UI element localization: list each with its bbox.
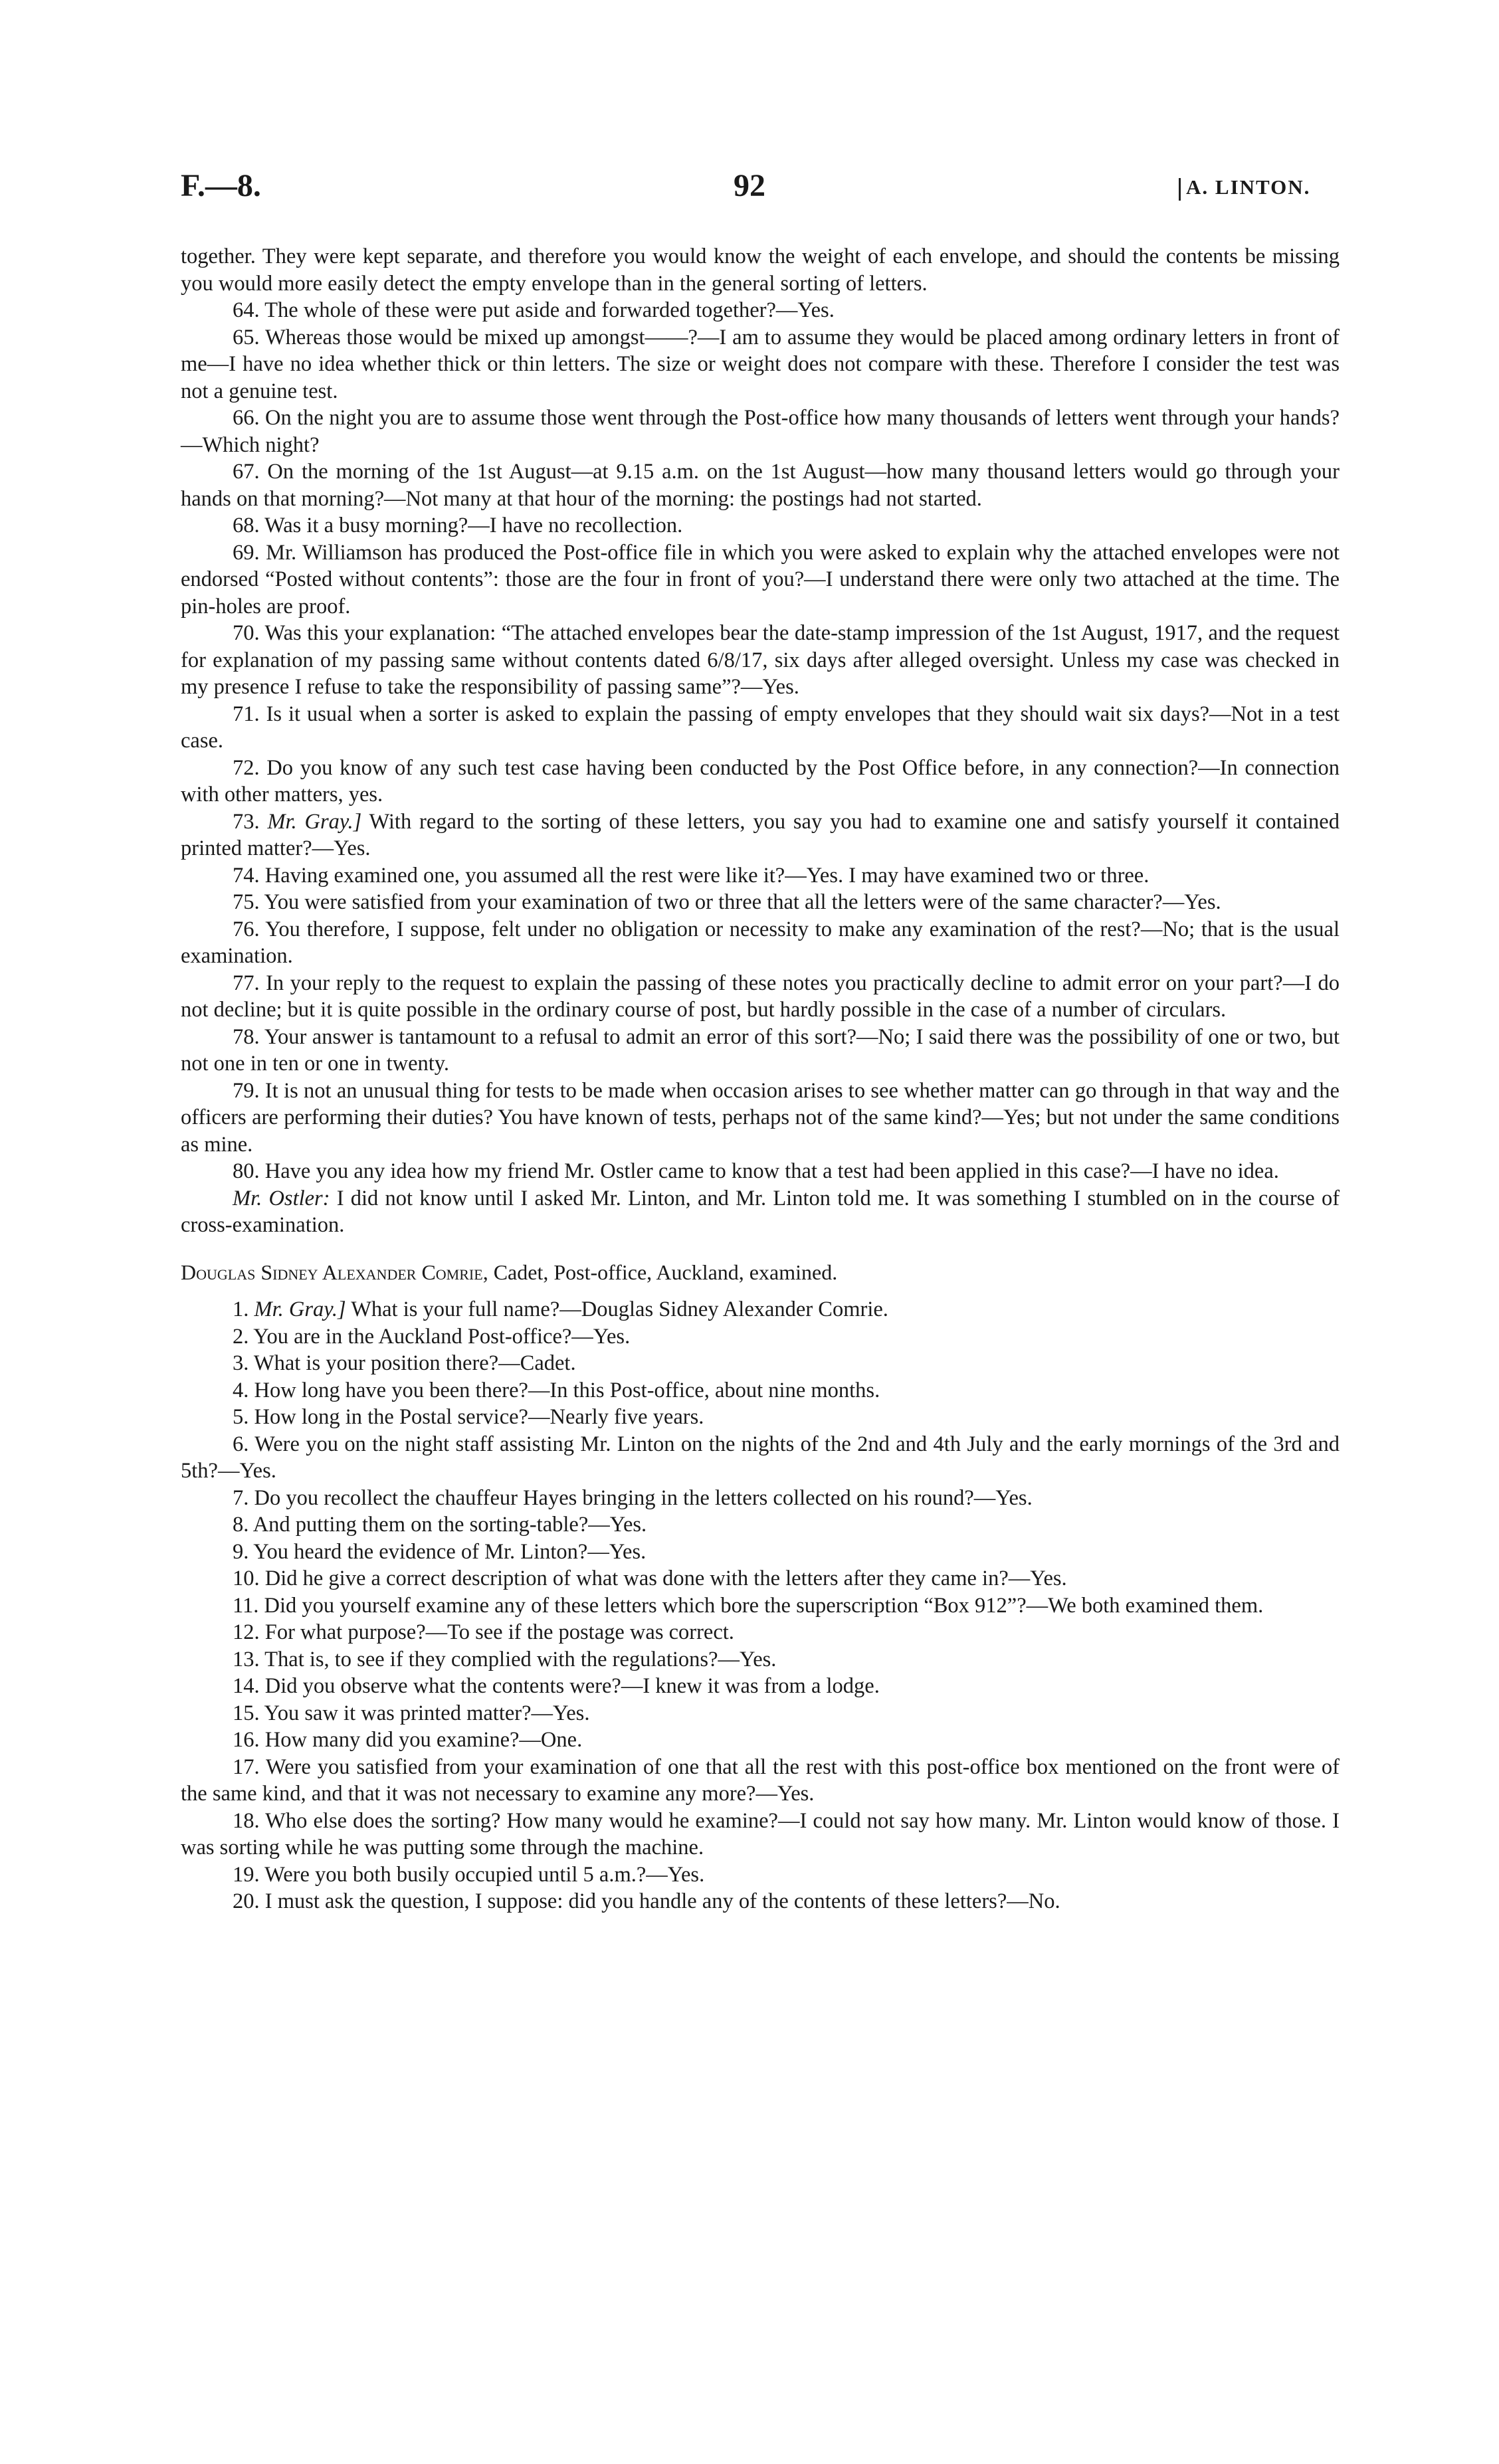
speaker: Mr. Ostler: xyxy=(233,1186,330,1210)
running-head xyxy=(1179,175,1310,201)
witness-name: Douglas Sidney Alexander Comrie xyxy=(181,1260,483,1284)
paragraph: 6. Were you on the night staff assisting Mr. Linton on the nights of the 2nd and 4th July and the early mornings of the 3rd and 5th?—Yes. xyxy=(181,1432,1340,1483)
paragraph: 9. You heard the evidence of Mr. Linton?—Yes. xyxy=(233,1539,647,1564)
paragraph: 64. The whole of these were put aside and forwarded together?—Yes. xyxy=(233,298,835,322)
paragraph: 72. Do you know of any such test case having been conducted by the Post Office before, in any connection?—In connection with other matters, yes. xyxy=(181,755,1340,806)
speaker: Mr. Gray.] xyxy=(254,1297,346,1321)
paragraph: 5. How long in the Postal service?—Nearly five years. xyxy=(233,1405,704,1429)
paragraph xyxy=(181,1185,1340,1239)
paragraph: 16. How many did you examine?—One. xyxy=(233,1728,583,1752)
paragraph: 14. Did you observe what the contents were?—I knew it was from a lodge. xyxy=(233,1674,880,1698)
witness-description: , Cadet, Post-office, Auckland, examined. xyxy=(482,1260,838,1284)
paragraph: 8. And putting them on the sorting-table?—Yes. xyxy=(233,1513,647,1537)
statement-text: I did not know until I asked Mr. Linton, and Mr. Linton told me. It was something I stumbled on in the course of cross-examination. xyxy=(181,1186,1340,1237)
paragraph: 7. Do you recollect the chauffeur Hayes bringing in the letters collected on his round?—Yes. xyxy=(233,1485,1033,1510)
paragraph: 76. You therefore, I suppose, felt under no obligation or necessity to make any examination of the rest?—No; that is the usual examination. xyxy=(181,917,1340,968)
paragraph: 4. How long have you been there?—In this Post-office, about nine months. xyxy=(233,1378,880,1402)
paragraph: 79. It is not an unusual thing for tests to be made when occasion arises to see whether matter can go through in that way and the officers are performing their duties? You have known of tests, perhaps not of the same kind?—Yes; but not under the same conditions as mine. xyxy=(181,1078,1340,1157)
paragraph xyxy=(181,1296,1340,1323)
paragraph: 12. For what purpose?—To see if the postage was correct. xyxy=(233,1620,734,1644)
paragraph: 71. Is it usual when a sorter is asked to explain the passing of empty envelopes that they should wait six days?—Not in a test case. xyxy=(181,702,1340,753)
paragraph: 18. Who else does the sorting? How many would he examine?—I could not say how many. Mr. Linton would know of those. I was sorting while he was putting some through the machine. xyxy=(181,1808,1340,1859)
running-head-text: A. LINTON. xyxy=(1186,175,1311,199)
paragraph: 3. What is your position there?—Cadet. xyxy=(233,1351,576,1375)
paragraph: 74. Having examined one, you assumed all the rest were like it?—Yes. I may have examined two or three. xyxy=(233,863,1149,888)
speaker: Mr. Gray.] xyxy=(267,809,362,834)
paragraph: 78. Your answer is tantamount to a refusal to admit an error of this sort?—No; I said there was the possibility of one or two, but not one in ten or one in twenty. xyxy=(181,1024,1340,1076)
paragraph: 17. Were you satisfied from your examination of one that all the rest with this post-office box mentioned on the front were of the same kind, and that it was not necessary to examine any more?—Yes. xyxy=(181,1754,1340,1806)
page-number: 92 xyxy=(734,168,765,203)
paragraph: 2. You are in the Auckland Post-office?—Yes. xyxy=(233,1324,631,1349)
section-gap xyxy=(181,1285,1340,1296)
witness-heading xyxy=(181,1259,1340,1286)
paragraph: 69. Mr. Williamson has produced the Post-office file in which you were asked to explain why the attached envelopes were not endorsed “Posted without contents”: those are the four in front of you?—I understand there were only two attached at the time. The pin-holes are proof. xyxy=(181,540,1340,618)
paragraph: 68. Was it a busy morning?—I have no recollection. xyxy=(233,514,683,537)
paragraph: 67. On the morning of the 1st August—at 9.15 a.m. on the 1st August—how many thousand letters would go through your hands on that morning?—Not many at that hour of the morning: the postings had not started. xyxy=(181,460,1340,511)
question-number: 73. xyxy=(233,809,260,834)
paragraph: 70. Was this your explanation: “The attached envelopes bear the date-stamp impression of the 1st August, 1917, and the request for explanation of my passing same without contents dated 6/8/17, six days after alleged oversight. Unless my case was checked in my presence I refuse to take the responsibility of passing same”?—Yes. xyxy=(181,621,1340,699)
section-gap xyxy=(181,1239,1340,1259)
paragraph: 65. Whereas those would be mixed up amongst——?—I am to assume they would be placed among ordinary letters in front of me—I have no idea whether thick or thin letters. The size or weight does not compare with these. Therefore I consider the test was not a genuine test. xyxy=(181,325,1340,403)
paragraph: 75. You were satisfied from your examination of two or three that all the letters were of the same character?—Yes. xyxy=(233,890,1221,914)
paragraph: 20. I must ask the question, I suppose: did you handle any of the contents of these letters?—No. xyxy=(233,1889,1060,1913)
paragraph: 19. Were you both busily occupied until 5 a.m.?—Yes. xyxy=(233,1862,705,1887)
question-text: What is your full name?—Douglas Sidney Alexander Comrie. xyxy=(351,1297,888,1321)
page-header xyxy=(0,167,1499,221)
paragraph: together. They were kept separate, and therefore you would know the weight of each envelope, and should the contents be missing you would more easily detect the empty envelope than in the general sorting of letters. xyxy=(181,244,1340,296)
paragraph: 77. In your reply to the request to explain the passing of these notes you practically decline to admit error on your part?—I do not decline; but it is quite possible in the ordinary course of post, but hardly possible in the case of a number of circulars. xyxy=(181,971,1340,1022)
paragraph xyxy=(181,808,1340,862)
paragraph: 15. You saw it was printed matter?—Yes. xyxy=(233,1701,590,1725)
body-text xyxy=(181,243,1340,1915)
question-number: 1. xyxy=(233,1297,249,1321)
paragraph: 10. Did he give a correct description of what was done with the letters after they came in?—Yes. xyxy=(233,1566,1067,1590)
paragraph: 13. That is, to see if they complied with the regulations?—Yes. xyxy=(233,1647,777,1671)
question-text: With regard to the sorting of these letters, you say you had to examine one and satisfy yourself it contained printed matter?—Yes. xyxy=(181,809,1340,860)
paragraph: 11. Did you yourself examine any of these letters which bore the superscription “Box 912”?—We both examined them. xyxy=(233,1593,1264,1618)
document-code: F.—8. xyxy=(181,168,261,203)
paragraph: 80. Have you any idea how my friend Mr. Ostler came to know that a test had been applied in this case?—I have no idea. xyxy=(233,1159,1279,1183)
header-rule xyxy=(1179,178,1181,201)
paragraph: 66. On the night you are to assume those went through the Post-office how many thousands of letters went through your hands?—Which night? xyxy=(181,406,1340,457)
